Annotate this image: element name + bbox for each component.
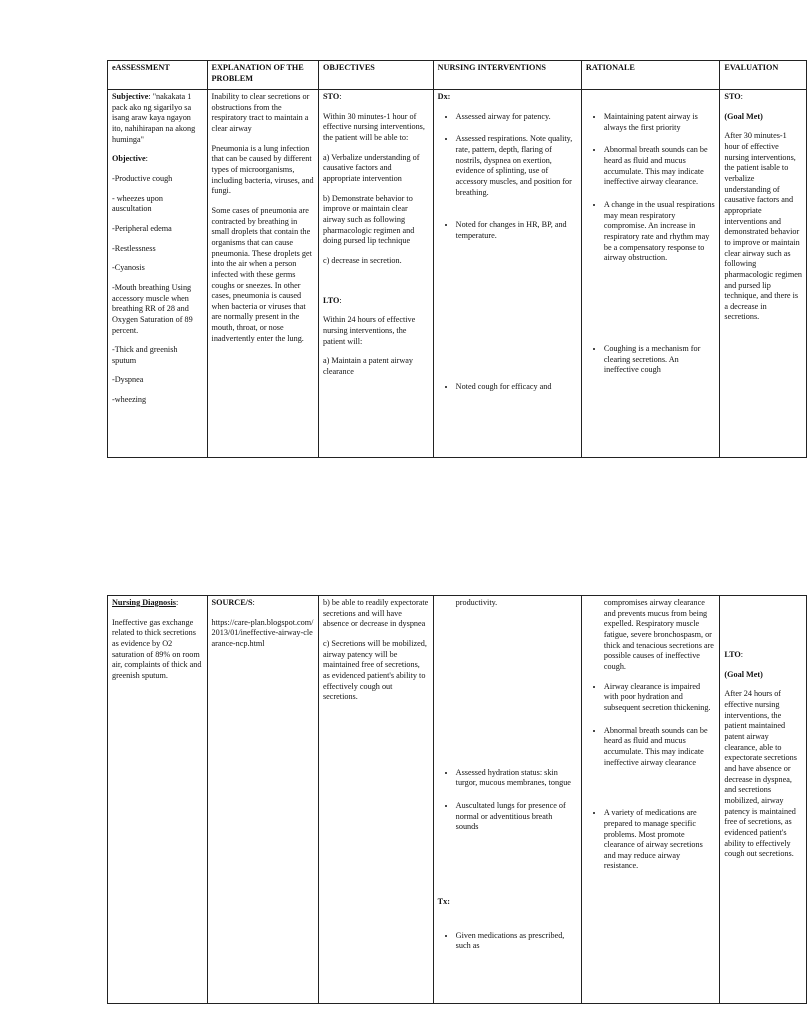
rationale-cell [581,90,720,458]
eval-lto-text: After 24 hours of effective nursing interventions, the patient maintained patent airway clearance, able to expectorate secretions and have absence or decrease in dyspnea, and secretions mobilized, airway patency is maintained free of secretions, as evidenced patient's ability to effectively cough out secretions. [724,689,797,859]
rationale-item: • A variety of medications are prepared to manage specific problems. Most promote clearance of airway secretions and may reduce airway resistance. [604,808,716,872]
eval-sto-text: After 30 minutes-1 hour of effective nursing interventions, the patient isable to verbalize understanding of causative factors and appropriate interventions and demonstrated behavior to improve or maintain clear airway such as following pharmacologic regimen and pursed lip technique, and there is a decrease in secretions. [724,131,802,322]
sto-c: c) decrease in secretion. [322,255,402,265]
objective-item: -Peripheral edema [112,223,172,233]
eval-lto-label: LTO: [724,650,744,659]
assessment-cell [108,90,208,458]
eval-goal-met: (Goal Met) [724,111,763,121]
source-link[interactable]: https://care-plan.blogspot.com/2013/01/ineffective-airway-clearance-ncp.html [211,617,314,648]
lto-label: LTO: [322,295,342,305]
sto-b: b) Demonstrate behavior to improve or maintain clear airway such as following pharmacologic regimen and doing pursed lip technique [322,193,415,246]
intervention-item: • Auscultated lungs for presence of normal or adventitious breath sounds [456,801,577,833]
header-objectives: OBJECTIVES [318,61,433,90]
subjective [112,92,203,145]
rationale-cell-cont [581,596,720,1004]
dx-label: Dx: [437,92,451,101]
lto-intro: Within 24 hours of effective nursing interventions, the patient will: [322,315,416,346]
interventions-cell [433,90,581,458]
eval-goal-met: (Goal Met) [724,669,763,679]
lto-b: b) be able to readily expectorate secretions and will have absence or decrease in dyspnea [322,598,429,629]
explanation-p1: Inability to clear secretions or obstructions from the respiratory tract to maintain a clear airway [211,92,310,133]
sto-label: STO: [322,92,342,101]
subjective-text: : "nakakata 1 pack ako ng sigarilyo sa isang araw kaya ngayon ito, nahihirapan na akong huminga" [112,92,196,144]
intervention-item: • Noted cough for efficacy and [456,382,577,393]
objective-item: -Restlessness [112,243,156,253]
subjective-label: Subjective [112,92,149,101]
diagnosis-label: Nursing Diagnosis: [112,598,179,607]
objectives-cell [318,90,433,458]
rationale-item: • Abnormal breath sounds can be heard as fluid and mucus accumulate. This may indicate ineffective airway clearance. [604,145,716,188]
header-interventions: NURSING INTERVENTIONS [433,61,581,90]
intervention-item: • Noted for changes in HR, BP, and temperature. [456,220,577,241]
source-cell [207,596,318,1004]
evaluation-cell-cont [720,596,807,1004]
source-label: SOURCE/S: [211,598,255,607]
care-plan-table-bottom [107,595,807,1004]
diagnosis-text: Ineffective gas exchange related to thick secretions as evidence by O2 saturation of 89% on room air, complaints of thick and greenish sputum. [112,617,202,680]
eval-sto-label: STO: [724,92,743,101]
explanation-cell [207,90,318,458]
intervention-item: • Assessed airway for patency. [456,112,577,123]
rationale-item: • Abnormal breath sounds can be heard as fluid and mucus accumulate. This may indicate ineffective airway clearance [604,726,716,769]
header-evaluation: EVALUATION [720,61,807,90]
objective-item: - wheezes upon auscultation [112,193,163,214]
lto-a: a) Maintain a patent airway clearance [322,356,414,376]
content-row [108,90,807,458]
evaluation-cell [720,90,807,458]
header-assessment: eASSESSMENT [108,61,208,90]
objective-item: -Mouth breathing Using accessory muscle when breathing RR of 28 and Oxygen Saturation of 89 percent. [112,282,193,335]
intervention-item: • Given medications as prescribed, such as [456,931,577,952]
objective-item: -Dyspnea [112,375,144,385]
diagnosis-cell [108,596,208,1004]
rationale-item: • Airway clearance is impaired with poor hydration and subsequent secretion thickening. [604,682,716,714]
interventions-cell-cont [433,596,581,1004]
objective-item: -Cyanosis [112,263,145,273]
explanation-p2: Pneumonia is a lung infection that can be caused by different types of microorganisms, including bacteria, viruses, and fungi. [211,143,314,196]
tx-label: Tx: [437,896,450,906]
objective-item: -Thick and greenish sputum [112,345,178,365]
header-row [108,61,807,90]
intervention-item: • Assessed respirations. Note quality, rate, pattern, depth, flaring of nostrils, dyspnea on exertion, evidence of splinting, use of accessory muscles, and position for breathing. [456,134,577,198]
objective-label: Objective: [112,154,148,164]
header-rationale: RATIONALE [581,61,720,90]
explanation-p3: Some cases of pneumonia are contracted by breathing in small droplets that contain the organisms that can cause pneumonia. These droplets get into the air when a person infected with these germs coughs or sneezes. In other cases, pneumonia is caused when bacteria or viruses that are normally present in the mouth, throat, or nose inadvertently enter the lung. [211,205,312,343]
rationale-item: • Coughing is a mechanism for clearing secretions. An ineffective cough [604,344,716,376]
rationale-item: • Maintaining patent airway is always the first priority [604,112,716,133]
objective-item: -Productive cough [112,173,173,183]
intervention-cont: productivity. [455,598,498,607]
rationale-item: • A change in the usual respirations may mean respiratory compromise. An increase in respiratory rate and rhythm may be a compensatory response to airway obstruction. [604,200,716,264]
intervention-item: • Assessed hydration status: skin turgor, mucous membranes, tongue [456,768,577,789]
care-plan-table-top [107,60,807,458]
rationale-cont: compromises airway clearance and prevents mucus from being expelled. Respiratory muscle fatigue, severe bronchospasm, or thick and tenacious secretions are possible causes of ineffective cough. [603,598,714,671]
header-explanation: EXPLANATION OF THE PROBLEM [207,61,318,90]
lto-c: c) Secretions will be mobilized, airway patency will be maintained free of secretions, as evidenced patient's ability to effectively cough out secretions. [322,638,427,702]
sto-intro: Within 30 minutes-1 hour of effective nursing interventions, the patient will be able to: [322,111,425,142]
objectives-cell-cont [318,596,433,1004]
content-row [108,596,807,1004]
sto-a: a) Verbalize understanding of causative factors and appropriate intervention [322,152,420,183]
objective-item: -wheezing [112,395,147,405]
